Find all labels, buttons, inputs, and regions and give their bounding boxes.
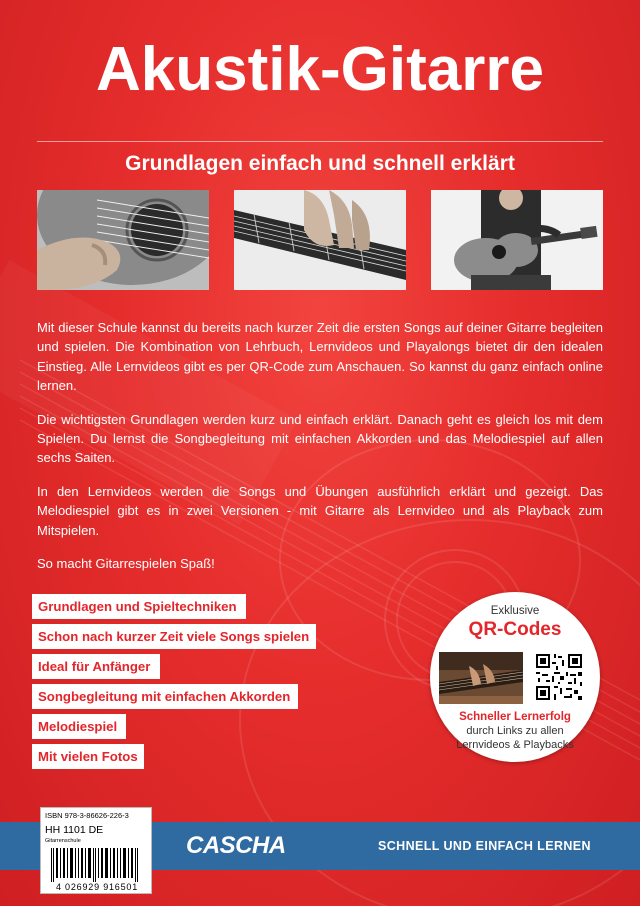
- category: Gitarrenschule: [45, 838, 81, 844]
- title-divider: [37, 141, 603, 142]
- barcode-label: [40, 807, 152, 894]
- qr-codes-badge: [430, 592, 600, 762]
- barcode-number: 4 026929 916501: [55, 882, 139, 892]
- paragraph: Die wichtigsten Grundlagen werden kurz und einfach erklärt. Danach geht es gleich los mit dem Spielen. Du lernst die Songbegleitung mit einfachen Akkorden und das Melodiespiel auf allen sechs Saiten.: [37, 411, 603, 466]
- feature-item: Melodiespiel: [32, 714, 126, 739]
- book-subtitle: Grundlagen einfach und schnell erklärt: [125, 152, 515, 175]
- feature-item: Songbegleitung mit einfachen Akkorden: [32, 684, 298, 709]
- photo-fretting-hand: [234, 190, 406, 290]
- paragraph: In den Lernvideos werden die Songs und Übungen ausführlich erklärt und gezeigt. Das Melodiespiel gibt es in zwei Versionen - mit Gitarre als Lernvideo und als Playback zum Mitspielen.: [37, 483, 603, 538]
- isbn: ISBN 978-3-86626-226-3: [45, 811, 129, 820]
- paragraph: So macht Gitarrespielen Spaß!: [37, 556, 215, 572]
- feature-item: Schon nach kurzer Zeit viele Songs spielen: [32, 624, 316, 649]
- qr-badge-description: durch Links zu allen Lernvideos & Playbacks: [456, 725, 574, 751]
- feature-item: Grundlagen und Spieltechniken: [32, 594, 246, 619]
- feature-item: Ideal für Anfänger: [32, 654, 160, 679]
- paragraph: Mit dieser Schule kannst du bereits nach kurzer Zeit die ersten Songs auf deiner Gitarre begleiten und spielen. Die Kombination von Lehrbuch, Lernvideos und Playalongs bietet dir den idealen Einstieg. Alle Lernvideos gibt es per QR-Code zum Anschauen. So kannst du ganz einfach online lernen.: [37, 320, 603, 394]
- qr-badge-highlight: Schneller Lernerfolg: [459, 711, 571, 723]
- barcode-icon: [49, 848, 145, 882]
- tagline: SCHNELL UND EINFACH LERNEN: [378, 839, 591, 853]
- qr-badge-label: Exklusive: [490, 605, 540, 617]
- video-thumbnail-photo: [439, 652, 523, 704]
- qr-badge-title: QR-Codes: [468, 619, 562, 640]
- feature-item: Mit vielen Fotos: [32, 744, 144, 769]
- book-title: Akustik-Gitarre: [96, 35, 544, 104]
- description-text: [37, 318, 603, 587]
- article-number: HH 1101 DE: [45, 824, 104, 836]
- qr-code-icon: [534, 652, 584, 702]
- photo-guitarist-seated: [431, 190, 603, 290]
- photo-strumming-hand: [37, 190, 209, 290]
- cascha-logo: CASCHA: [186, 832, 286, 859]
